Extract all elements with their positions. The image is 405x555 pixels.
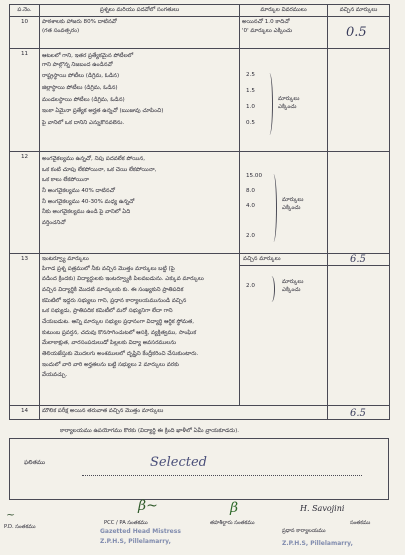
table-row — [10, 49, 390, 152]
brace — [270, 174, 277, 242]
school-stamp: Z.P.H.S, Pillelamarry, — [282, 540, 353, 547]
marks-label: ఎక్కించు — [278, 104, 297, 111]
marks-label: మార్కులు — [282, 197, 304, 203]
pd-signature-mark: ~ — [6, 508, 16, 521]
handwritten-marks: 0.5 — [346, 25, 367, 40]
section-heading: ఇంటర్వ్యూ మార్కులు — [42, 256, 89, 262]
row-obtained-marks — [328, 406, 390, 420]
row-number: 11 — [10, 49, 40, 152]
value-option: 8.0 — [246, 188, 255, 194]
value-option: 4.0 — [246, 203, 255, 209]
row-marks-details: అయినచో 1.0 కాదిచో '0' మార్కులు ఎక్కించు — [240, 17, 328, 49]
result-underline — [82, 475, 362, 476]
col-question-header: ప్రశ్నలు మరియు పదవోలో సంగతులు — [40, 5, 240, 17]
office-use-note: కార్యాలయము ఉపయోగము కొరకు (విద్యార్థి ఈ క్రింది ఖాళీలో ఏమీ వ్రాయకూడదు). — [60, 428, 240, 434]
brace — [266, 73, 273, 135]
row-marks-details — [240, 254, 328, 406]
principal-signature: H. Savojini — [300, 504, 345, 513]
value-option: 0.5 — [246, 120, 255, 126]
marks-table — [9, 4, 390, 420]
result-value: Selected — [150, 455, 207, 470]
pd-signature-label: P.D. సంతకము — [4, 524, 36, 530]
table-row — [10, 254, 390, 406]
row-number: 12 — [10, 152, 40, 254]
table-header-row — [10, 5, 390, 17]
principal-signature-label: సంతకము — [350, 520, 371, 526]
marks-label: మార్కులు — [278, 96, 300, 102]
row-question: పాఠశాలకు హాజరు 80% దాటినవో (గత సంవత్సరం) — [40, 17, 240, 49]
table-row — [10, 406, 390, 420]
principal-office-label: ప్రధాన కార్యాలయము — [282, 528, 326, 534]
handwritten-marks: 6.5 — [350, 408, 366, 419]
col-marks-details-header: మార్కుల వివరములు — [240, 5, 328, 17]
headmistress-stamp-line1: Gazetted Head Mistress — [100, 528, 181, 535]
row-number: 10 — [10, 17, 40, 49]
table-row — [10, 152, 390, 254]
row-question: అంగవైకల్యము ఉన్నచో, నిపు పదవలేక పోయిన, ఒక కంటి చూపు లేకపోయినా, ఒక చెయి లేకపోయినా, ఒక కాలు లేకపోయినా నీ అంగవైకల్యము 40% దాటినచో నీ అంగవైకల్యము 40-30% మధ్య ఉన్నచో నీకు అంగవైకల్యము ఉండి పై వానిలో ఏది వర్తించనిచో — [40, 152, 240, 254]
row-question: ఇంటర్వ్యూ మార్కులు పిగాడ ప్రశ్న పత్రములో నీకు వచ్చిన మొత్తం మార్కులు బట్టి (పై వడింద క్రిందకు) విద్యార్థులకు ఇంటర్వ్యూకి పిలవబడును. ఎక్కువ మార్కులు వచ్చిన విద్యార్థికి మొదటి మార్కులకు కు. ఈ సంఖ్యకుని ప్రాతిపదిక కమిటిలో ఇద్దరు సభ్యులు గాని, ప్రధాన కార్యాలయమునుండి వచ్చిన ఒక సభ్యుడు, ప్రాతిపదిక కమిటీలో మరో సభ్యునిగా లేదా గాని చేయబడుట. ఆన్ని మార్కుల సభ్యుల ప్రధానంగా విద్యార్థి ఆర్థిక స్థోమత, కుటుంబ ప్రవర్తన, చదువు కొనసాగించుటలో ఆసక్తి, వ్యక్తిత్వము, సాంఘిక మేలాకాక్షుత, వారసంపదులుడో పిల్లలకు విద్యా అవసరములను తెలియజేస్తుకు మొదలగు అంశములలో దృష్టిని కేంద్రీకరించి చేసుకుంటారు. ఇందులో వారి వారి అర్హతలను బట్టి సభ్యులు 2 మార్కులు వరకు వేయవచ్చు. — [40, 254, 240, 406]
value-option: 2.5 — [246, 72, 255, 78]
row-number: 13 — [10, 254, 40, 406]
tahsildar-signature-label: తహశీల్దారు సంతకము — [210, 520, 255, 526]
col-marks-header: వచ్చిన మార్కులు — [328, 5, 390, 17]
pcc-signature: β~ — [138, 498, 158, 514]
row-number: 14 — [10, 406, 40, 420]
brace — [268, 276, 275, 302]
row-marks-details — [240, 49, 328, 152]
row-question: ఆటలలో గాని, ఇతర ప్రత్యేకమైన పోటీలలో గాని పాల్గొన్న నిజబంద ఉండినవో రాష్ట్రస్థాయి పోటీలు (డిగ్రిమ, ఓడిన) జిల్లాస్థాయి పోటీలు (డిగ్రిమ, ఓడిన) మండలస్థాయి పోటీలు (డిగ్రిమ, ఓడిన) ఇంకా ఏమైనా ప్రత్యేక అర్హత ఉన్నచో (ఋజువు చూపించి) పై వానిలో ఒక దానిని ఎన్నుకొనవలెను. — [40, 49, 240, 152]
headmistress-stamp-line2: Z.P.H.S, Pillelamarry, — [100, 538, 171, 545]
tahsildar-signature: β — [230, 500, 239, 516]
marks-label: ఎక్కించు — [282, 205, 301, 212]
col-sno-header: ప.నెం. — [10, 5, 40, 17]
result-box — [9, 438, 389, 500]
value-option: 2.0 — [246, 233, 255, 239]
row-obtained-marks — [328, 49, 390, 152]
handwritten-marks: 6.5 — [350, 254, 366, 265]
value-option: 1.0 — [246, 104, 255, 110]
value-option: 2.0 — [246, 283, 255, 289]
row-obtained-marks — [328, 17, 390, 49]
row-obtained-marks — [328, 254, 390, 406]
marks-label: మార్కులు — [282, 279, 304, 285]
row-marks-details — [240, 152, 328, 254]
value-option: 15.00 — [246, 173, 263, 179]
pcc-signature-label: PCC / PA సంతకము — [104, 520, 148, 526]
sub-header: వచ్చిన మార్కులు — [240, 254, 327, 266]
row-question: మౌలిక పరీక్ష అయిన తరువాత వచ్చిన మొత్తం మార్కులు — [40, 406, 328, 420]
value-option: 1.5 — [246, 88, 255, 94]
row-obtained-marks — [328, 152, 390, 254]
table-row — [10, 17, 390, 49]
marks-label: ఎక్కించు — [282, 287, 301, 294]
result-label: ఫలితము — [24, 460, 46, 466]
